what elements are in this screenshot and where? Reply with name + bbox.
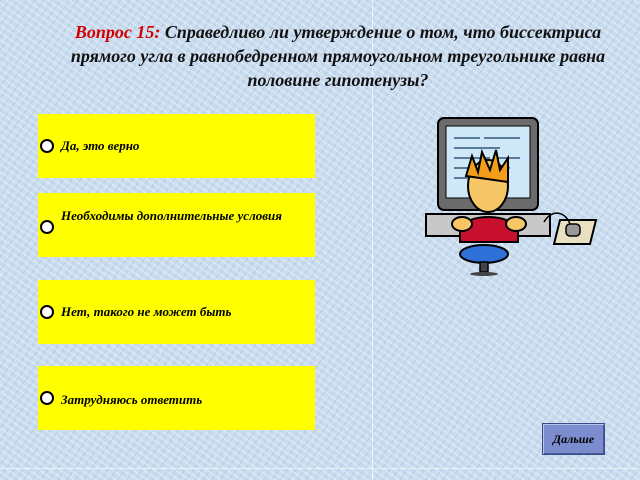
question-text xyxy=(58,20,618,92)
question-number: Вопрос 15: xyxy=(74,22,161,42)
computer-user-clipart-icon xyxy=(420,116,600,276)
next-button[interactable]: Дальше xyxy=(542,423,605,455)
answer-option-1[interactable] xyxy=(38,114,315,178)
radio-button-icon[interactable] xyxy=(40,220,54,234)
answer-label: Нет, такого не может быть xyxy=(61,304,232,319)
radio-button-icon[interactable] xyxy=(40,391,54,405)
divider-horizontal xyxy=(0,468,640,469)
answer-label: Затрудняюсь ответить xyxy=(61,392,203,407)
radio-button-icon[interactable] xyxy=(40,139,54,153)
question-body: Справедливо ли утверждение о том, что биссектриса прямого угла в равнобедренном прямоугольном треугольнике равна половине гипотенузы? xyxy=(70,22,606,90)
answer-option-2[interactable] xyxy=(38,193,315,257)
answer-label: Да, это верно xyxy=(61,138,140,153)
answer-option-3[interactable] xyxy=(38,280,315,344)
answer-label: Необходимы дополнительные условия xyxy=(61,208,282,223)
answer-option-4[interactable] xyxy=(38,366,315,430)
radio-button-icon[interactable] xyxy=(40,305,54,319)
